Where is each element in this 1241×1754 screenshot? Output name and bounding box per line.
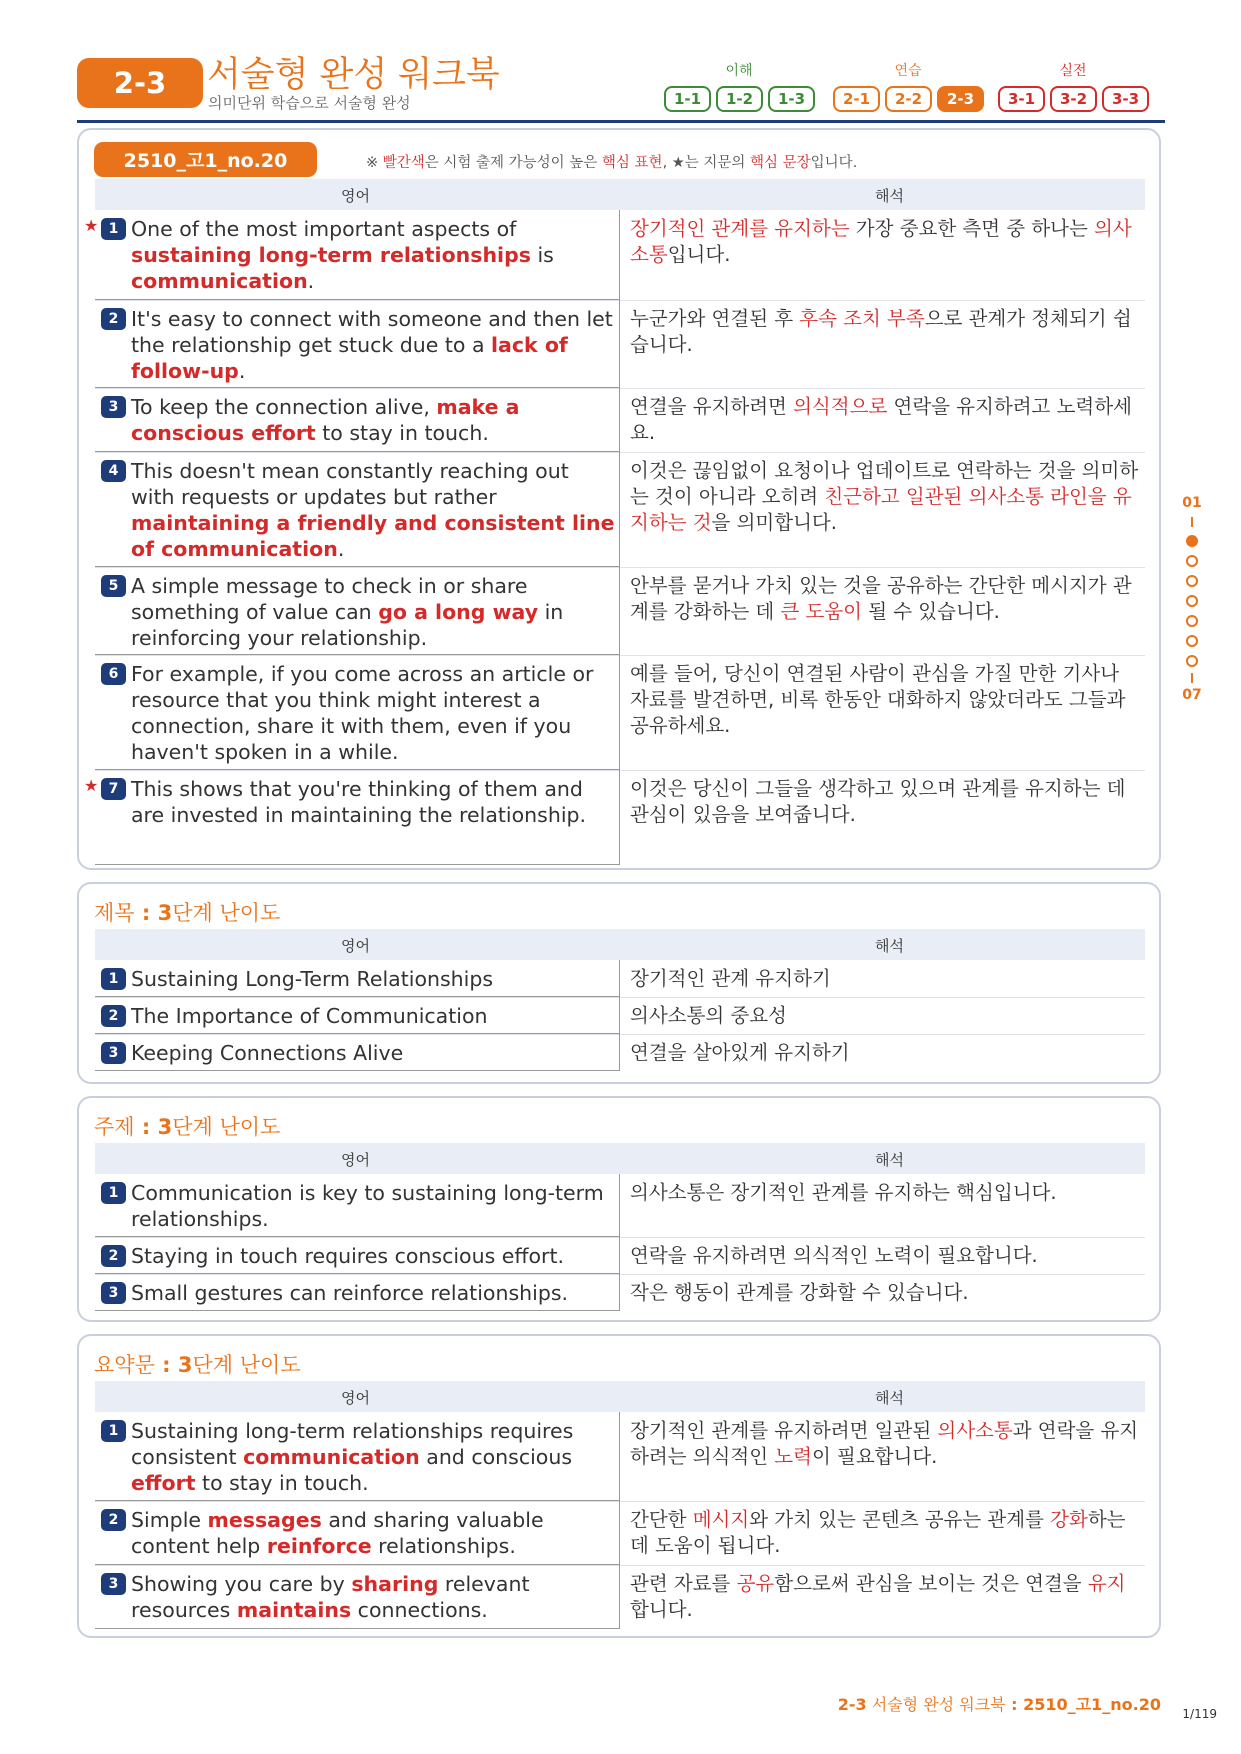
text-segment: This doesn't mean constantly reaching out with requests or updates but rather bbox=[131, 459, 569, 509]
step-button-3-3[interactable]: 3-3 bbox=[1102, 86, 1149, 112]
title-panel bbox=[77, 882, 1161, 1084]
step-button-2-3[interactable]: 2-3 bbox=[937, 86, 984, 112]
key-expression: effort bbox=[131, 1471, 196, 1495]
korean-translation: 의사소통의 중요성 bbox=[630, 1004, 787, 1027]
korean-translation bbox=[630, 394, 1140, 446]
text-segment: 이 필요합니다. bbox=[811, 1445, 938, 1468]
page-dot[interactable] bbox=[1186, 655, 1198, 667]
key-expression: communication bbox=[131, 269, 308, 293]
key-expression: reinforce bbox=[266, 1534, 372, 1558]
korean-translation: 장기적인 관계 유지하기 bbox=[630, 967, 831, 990]
korean-translation: 의사소통은 장기적인 관계를 유지하는 핵심입니다. bbox=[630, 1181, 1057, 1204]
text-segment: Sustaining long-term relationships requires consistent bbox=[131, 1419, 574, 1469]
legend-prefix: ※ bbox=[366, 155, 383, 171]
english-text bbox=[131, 394, 615, 446]
english-cell bbox=[95, 388, 620, 452]
side-nav-bar-top bbox=[1191, 517, 1193, 527]
key-expression: 큰 도움이 bbox=[780, 600, 863, 623]
korean-translation bbox=[630, 573, 1140, 625]
key-expression: 후속 조치 부족 bbox=[799, 307, 925, 330]
legend-mid: 은 시험 출제 가능성이 높은 bbox=[424, 155, 602, 171]
text-segment: . bbox=[337, 537, 345, 561]
passage-panel bbox=[77, 128, 1161, 870]
key-expression: 장기적인 관계를 유지하는 bbox=[630, 217, 850, 240]
english-cell bbox=[95, 1274, 620, 1311]
text-segment: relationships. bbox=[371, 1534, 516, 1558]
text-segment: 안부를 묻거나 가치 있는 것을 공유하는 간단한 메시지가 관계를 강화하는 데 bbox=[630, 574, 1132, 623]
legend-end: 입니다. bbox=[810, 155, 858, 171]
english-text bbox=[131, 1571, 615, 1623]
text-segment: to stay in touch. bbox=[195, 1471, 369, 1495]
text-segment: A simple message to check in or share something of value can bbox=[131, 574, 528, 624]
english-cell bbox=[95, 452, 620, 567]
english-text bbox=[131, 306, 615, 384]
text-segment: relevant resources bbox=[131, 1572, 530, 1622]
english-text bbox=[131, 1418, 615, 1496]
page-dot[interactable] bbox=[1186, 535, 1198, 547]
step-button-2-1[interactable]: 2-1 bbox=[833, 86, 880, 112]
text-segment: 될 수 있습니다. bbox=[862, 600, 1000, 623]
text-segment: in reinforcing your relationship. bbox=[131, 600, 564, 650]
step-button-1-2[interactable]: 1-2 bbox=[716, 86, 763, 112]
summary-panel bbox=[77, 1334, 1161, 1638]
english-cell bbox=[95, 1174, 620, 1237]
side-nav-dots bbox=[1177, 535, 1207, 667]
korean-translation bbox=[630, 306, 1140, 358]
sentence-number: 3 bbox=[101, 1042, 126, 1064]
page-dot[interactable] bbox=[1186, 615, 1198, 627]
text-segment: 예를 들어, 당신이 연결된 사람이 관심을 가질 만한 기사나 자료를 발견하면, 비록 한동안 대화하지 않았더라도 그들과 공유하세요. bbox=[630, 662, 1126, 737]
theme-heading: 주제 : 3단계 난이도 bbox=[94, 1115, 281, 1139]
key-expression: 강화 bbox=[1050, 1508, 1088, 1531]
table-row bbox=[84, 210, 1145, 301]
english-cell bbox=[95, 1034, 620, 1071]
key-expression: make a conscious effort bbox=[131, 395, 520, 445]
source-code-badge: 2510_고1_no.20 bbox=[94, 142, 317, 177]
sentence-number: 3 bbox=[101, 1282, 126, 1304]
text-segment: 을 의미합니다. bbox=[711, 511, 837, 534]
korean-translation bbox=[630, 1571, 1140, 1623]
korean-translation: 연결을 살아있게 유지하기 bbox=[630, 1041, 850, 1064]
column-english: 영어 bbox=[341, 1389, 370, 1407]
table-row bbox=[95, 1274, 1145, 1311]
sentence-number: 2 bbox=[101, 308, 126, 330]
sentence-number: 2 bbox=[101, 1005, 126, 1027]
page-dot[interactable] bbox=[1186, 595, 1198, 607]
text-segment: 연락을 유지하려고 노력하세요. bbox=[630, 395, 1132, 444]
theme-level-text: 단계 난이도 bbox=[172, 1115, 281, 1139]
step-group-label: 실전 bbox=[1059, 63, 1087, 79]
english-cell bbox=[95, 960, 620, 997]
table-row bbox=[95, 960, 1145, 998]
column-english: 영어 bbox=[341, 937, 370, 955]
korean-translation: 작은 행동이 관계를 강화할 수 있습니다. bbox=[630, 1281, 969, 1304]
english-cell bbox=[95, 997, 620, 1034]
theme-table-header bbox=[95, 1143, 1145, 1174]
theme-panel bbox=[77, 1096, 1161, 1322]
page-dot[interactable] bbox=[1186, 575, 1198, 587]
sentence-number: 1 bbox=[101, 1420, 126, 1442]
text-segment: . bbox=[307, 269, 315, 293]
text-segment: Showing you care by bbox=[131, 1572, 352, 1596]
english-text bbox=[131, 1507, 615, 1559]
step-group-label: 이해 bbox=[725, 63, 753, 79]
text-segment: For example, if you come across an article or resource that you think might interest a connection, share it with them, even if you haven't spoken in a while. bbox=[131, 662, 594, 764]
text-segment: 관련 자료를 bbox=[630, 1572, 737, 1595]
key-expression: 공유 bbox=[736, 1572, 775, 1595]
text-segment: is bbox=[530, 243, 554, 267]
theme-level-num: 3 bbox=[157, 1115, 173, 1139]
key-expression: 노력 bbox=[774, 1445, 812, 1468]
text-segment: 합니다. bbox=[630, 1598, 693, 1621]
table-row bbox=[95, 655, 1145, 771]
legend-note bbox=[366, 151, 857, 172]
text-segment: 하는 데 도움이 됩니다. bbox=[630, 1508, 1126, 1557]
text-segment: 과 연락을 유지하려는 의식적인 bbox=[630, 1419, 1139, 1468]
english-cell bbox=[95, 1565, 620, 1629]
title-heading-label: 제목 bbox=[94, 901, 135, 925]
page-dot[interactable] bbox=[1186, 635, 1198, 647]
step-button-1-1[interactable]: 1-1 bbox=[664, 86, 711, 112]
table-row bbox=[95, 567, 1145, 656]
step-button-3-1[interactable]: 3-1 bbox=[998, 86, 1045, 112]
summary-heading: 요약문 : 3단계 난이도 bbox=[94, 1353, 301, 1377]
column-english: 영어 bbox=[341, 1151, 370, 1169]
english-text: Communication is key to sustaining long-term relationships. bbox=[131, 1181, 604, 1231]
footer-workbook-title: 서술형 완성 워크북 bbox=[871, 1695, 1006, 1714]
table-row bbox=[95, 997, 1145, 1035]
text-segment: connections. bbox=[351, 1598, 488, 1622]
step-group-label: 연습 bbox=[894, 63, 922, 79]
text-segment: 이것은 끊임없이 요청이나 업데이트로 연락하는 것을 의미하는 것이 아니라 오히려 bbox=[630, 459, 1139, 508]
key-expression: 의식적으로 bbox=[793, 395, 888, 418]
step-button-1-3[interactable]: 1-3 bbox=[768, 86, 815, 112]
english-cell bbox=[95, 567, 620, 655]
text-segment: Simple bbox=[131, 1508, 208, 1532]
english-text: Sustaining Long-Term Relationships bbox=[131, 967, 494, 991]
key-expression: maintains bbox=[236, 1598, 352, 1622]
title-level-text: 단계 난이도 bbox=[172, 901, 281, 925]
english-text: Staying in touch requires conscious effort. bbox=[131, 1244, 565, 1268]
sentence-number: 7 bbox=[101, 778, 126, 800]
column-korean: 해석 bbox=[875, 187, 904, 205]
passage-table-header bbox=[95, 179, 1145, 210]
theme-heading-label: 주제 bbox=[94, 1115, 135, 1139]
legend-core-expr: 핵심 표현 bbox=[601, 155, 663, 171]
footer-section: 2-3 bbox=[837, 1695, 867, 1714]
english-cell bbox=[84, 770, 620, 865]
core-sentence-star-icon: ★ bbox=[84, 776, 99, 795]
sentence-number: 4 bbox=[101, 460, 126, 482]
text-segment: to stay in touch. bbox=[315, 421, 489, 445]
korean-translation bbox=[630, 776, 1140, 828]
sentence-number: 1 bbox=[101, 218, 126, 240]
key-expression: sustaining long-term relationships bbox=[131, 243, 531, 267]
column-korean: 해석 bbox=[875, 1389, 904, 1407]
core-sentence-star-icon: ★ bbox=[84, 216, 99, 235]
page-title: 서술형 완성 워크북 bbox=[207, 55, 500, 95]
key-expression: 의사소통 bbox=[937, 1419, 1013, 1442]
sentence-number: 3 bbox=[101, 1573, 126, 1595]
title-heading: 제목 : 3단계 난이도 bbox=[94, 901, 281, 925]
summary-heading-label: 요약문 bbox=[94, 1353, 155, 1377]
text-segment: 연결을 유지하려면 bbox=[630, 395, 794, 418]
table-row bbox=[95, 1034, 1145, 1071]
footer-code: 2510_고1_no.20 bbox=[1023, 1695, 1161, 1714]
text-segment: 가장 중요한 측면 중 하나는 bbox=[849, 217, 1095, 240]
sentence-number: 2 bbox=[101, 1245, 126, 1267]
key-expression: maintaining a friendly and consistent line of communication bbox=[131, 511, 615, 561]
text-segment: 이것은 당신이 그들을 생각하고 있으며 관계를 유지하는 데 관심이 있음을 보여줍니다. bbox=[630, 777, 1126, 826]
legend-core-sent: 핵심 문장 bbox=[750, 155, 811, 171]
table-row bbox=[95, 1412, 1145, 1502]
key-expression: sharing bbox=[351, 1572, 439, 1596]
table-row bbox=[95, 1237, 1145, 1275]
side-nav-start: 01 bbox=[1182, 495, 1202, 511]
table-row bbox=[95, 1174, 1145, 1238]
english-cell bbox=[84, 210, 620, 300]
side-page-navigator bbox=[1177, 495, 1207, 703]
text-segment: and conscious bbox=[419, 1445, 573, 1469]
english-text bbox=[131, 458, 615, 562]
text-segment: This shows that you're thinking of them and are invested in maintaining the relationship. bbox=[131, 777, 587, 827]
english-text: The Importance of Communication bbox=[131, 1004, 488, 1028]
text-segment: 함으로써 관심을 보이는 것은 연결을 bbox=[774, 1572, 1088, 1595]
summary-level-num: 3 bbox=[177, 1353, 193, 1377]
page-dot[interactable] bbox=[1186, 555, 1198, 567]
side-nav-end: 07 bbox=[1182, 687, 1202, 703]
key-expression: communication bbox=[243, 1445, 420, 1469]
text-segment: 입니다. bbox=[667, 243, 731, 266]
header-divider bbox=[77, 120, 1165, 123]
text-segment: 와 가치 있는 콘텐츠 공유는 관계를 bbox=[749, 1508, 1051, 1531]
table-row bbox=[95, 1501, 1145, 1566]
table-row bbox=[95, 452, 1145, 568]
text-segment: It's easy to connect with someone and then let the relationship get stuck due to a bbox=[131, 307, 613, 357]
text-segment: and sharing valuable content help bbox=[131, 1508, 544, 1558]
english-cell bbox=[95, 655, 620, 770]
legend-star-part: , ★는 지문의 bbox=[662, 155, 751, 171]
text-segment: 으로 관계가 정체되기 쉽습니다. bbox=[630, 307, 1132, 356]
key-expression: 의사소통 bbox=[630, 217, 1132, 266]
english-text bbox=[131, 573, 615, 651]
side-nav-bar-bottom bbox=[1191, 673, 1193, 683]
korean-translation bbox=[630, 1507, 1140, 1559]
text-segment: 간단한 bbox=[630, 1508, 693, 1531]
footer-sep: : bbox=[1005, 1695, 1024, 1714]
page-number: 1/119 bbox=[1182, 1707, 1217, 1721]
column-korean: 해석 bbox=[875, 1151, 904, 1169]
table-row bbox=[95, 300, 1145, 389]
english-cell bbox=[95, 1237, 620, 1274]
key-expression: 메시지 bbox=[692, 1508, 750, 1531]
key-expression: messages bbox=[207, 1508, 322, 1532]
english-text bbox=[131, 216, 615, 294]
table-row bbox=[84, 770, 1145, 865]
key-expression: lack of follow-up bbox=[131, 333, 568, 383]
section-badge: 2-3 bbox=[77, 58, 203, 108]
text-segment: To keep the connection alive, bbox=[131, 395, 437, 419]
text-segment: . bbox=[238, 359, 246, 383]
sentence-number: 5 bbox=[101, 575, 126, 597]
legend-red-word: 빨간색 bbox=[382, 155, 425, 171]
english-cell bbox=[95, 1501, 620, 1565]
table-row bbox=[95, 1565, 1145, 1629]
sentence-number: 6 bbox=[101, 663, 126, 685]
sentence-number: 3 bbox=[101, 396, 126, 418]
english-cell bbox=[95, 300, 620, 388]
korean-translation bbox=[630, 1418, 1140, 1470]
korean-translation bbox=[630, 458, 1140, 536]
sentence-number: 1 bbox=[101, 968, 126, 990]
text-segment: One of the most important aspects of bbox=[131, 217, 517, 241]
english-text bbox=[131, 776, 615, 828]
title-level-num: 3 bbox=[157, 901, 173, 925]
footer-title bbox=[838, 1692, 1161, 1715]
text-segment: 누군가와 연결된 후 bbox=[630, 307, 800, 330]
english-text bbox=[131, 661, 615, 765]
table-row bbox=[95, 388, 1145, 453]
column-english: 영어 bbox=[341, 187, 370, 205]
column-korean: 해석 bbox=[875, 937, 904, 955]
sentence-number: 2 bbox=[101, 1509, 126, 1531]
korean-translation: 연락을 유지하려면 의식적인 노력이 필요합니다. bbox=[630, 1244, 1038, 1267]
key-expression: 친근하고 일관된 의사소통 라인을 유지하는 것 bbox=[630, 485, 1132, 534]
korean-translation bbox=[630, 661, 1140, 739]
english-cell bbox=[95, 1412, 620, 1501]
english-text: Small gestures can reinforce relationships. bbox=[131, 1281, 569, 1305]
sentence-number: 1 bbox=[101, 1182, 126, 1204]
step-button-3-2[interactable]: 3-2 bbox=[1050, 86, 1097, 112]
text-segment: 장기적인 관계를 유지하려면 일관된 bbox=[630, 1419, 938, 1442]
summary-table-header bbox=[95, 1381, 1145, 1412]
summary-level-text: 단계 난이도 bbox=[192, 1353, 301, 1377]
title-table-header bbox=[95, 929, 1145, 960]
key-expression: 유지 bbox=[1087, 1572, 1126, 1595]
key-expression: go a long way bbox=[378, 600, 539, 624]
korean-translation bbox=[630, 216, 1140, 268]
step-button-2-2[interactable]: 2-2 bbox=[885, 86, 932, 112]
english-text: Keeping Connections Alive bbox=[131, 1041, 404, 1065]
page-subtitle: 의미단위 학습으로 서술형 완성 bbox=[208, 94, 411, 112]
